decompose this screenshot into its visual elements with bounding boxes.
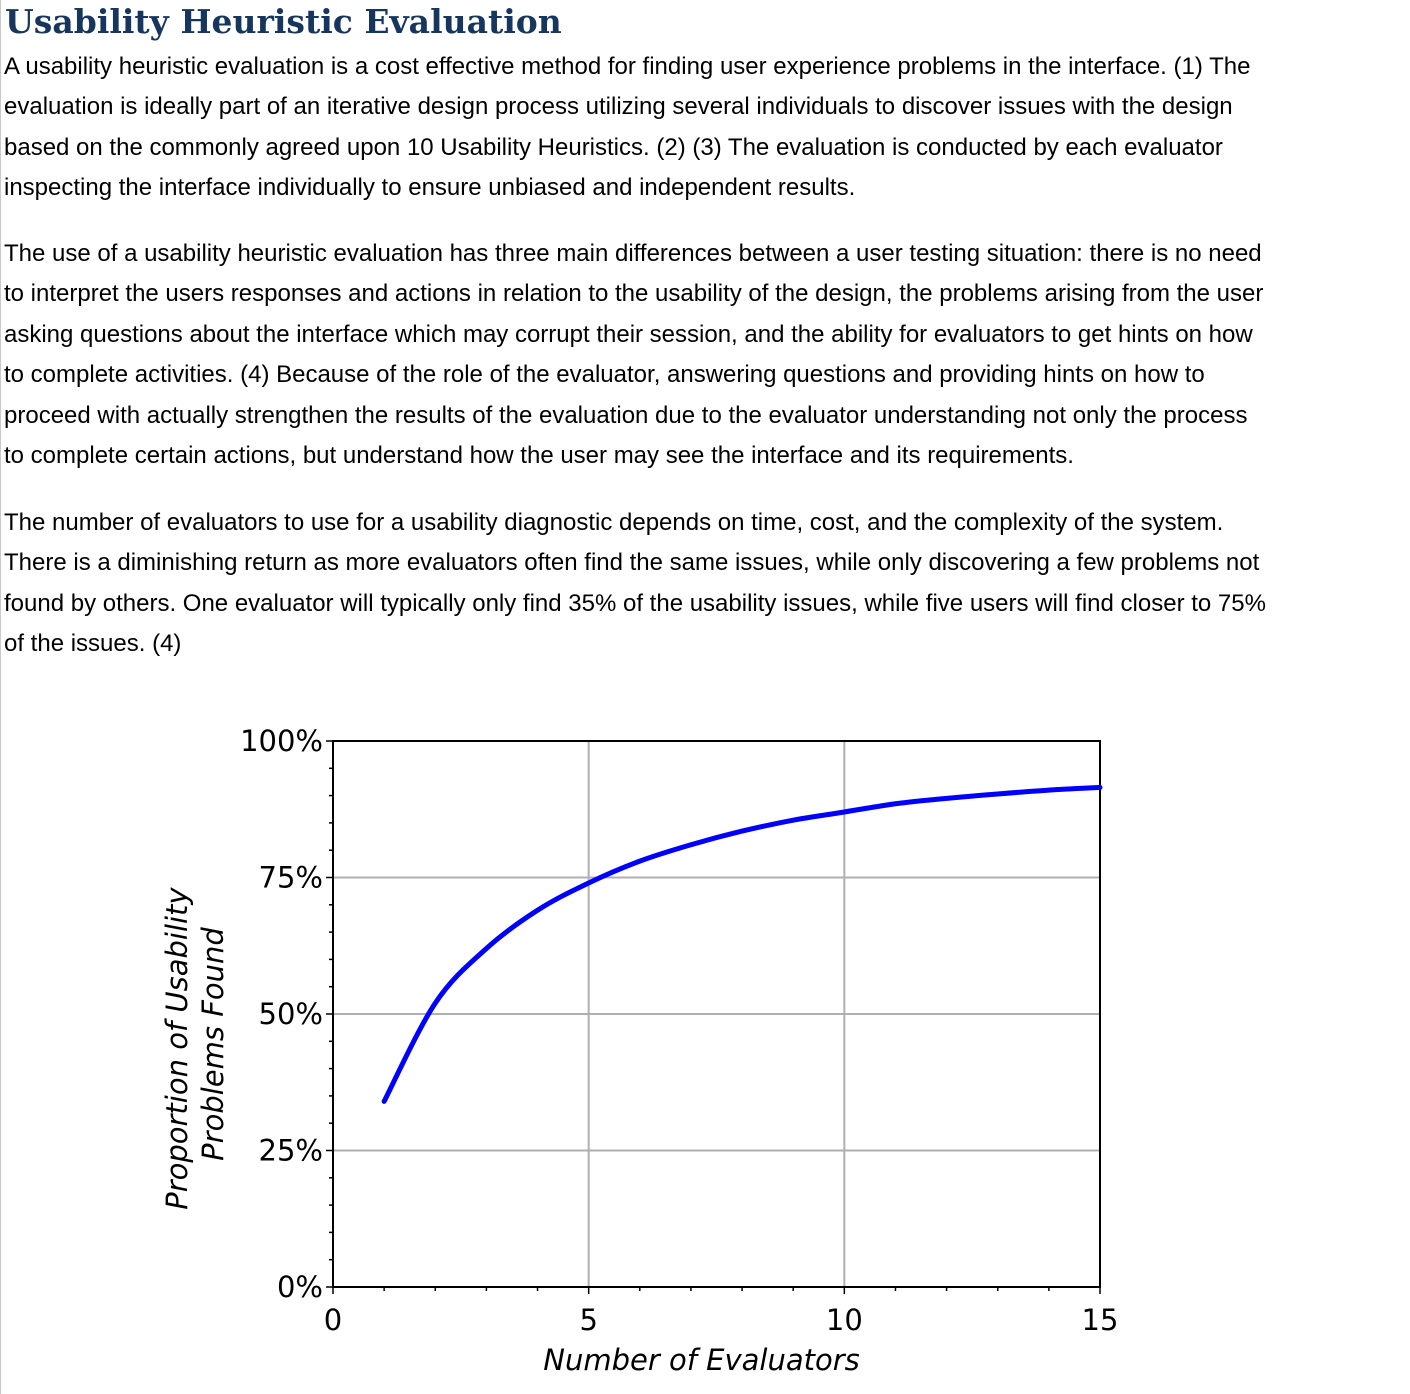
y-tick-label: 50% <box>258 997 323 1031</box>
chart-grid <box>333 741 1100 1287</box>
y-tick-label: 25% <box>258 1133 323 1168</box>
x-tick-label: 0 <box>323 1303 343 1337</box>
chart-tick-labels <box>240 724 1118 1337</box>
y-axis-title-line: Proportion of Usability <box>160 887 194 1210</box>
series-line <box>384 787 1100 1101</box>
x-tick-label: 15 <box>1081 1303 1119 1337</box>
x-tick-label: 5 <box>579 1303 598 1337</box>
paragraph-evaluator-count: The number of evaluators to use for a usability diagnostic depends on time, cost, and the complexity of the system. There is a diminishing return as more evaluators often find the same issues, while only discovering a few problems not found by others. One evaluator will typically only find 35% of the usability issues, while five users will find closer to 75% of the issues. (4) <box>4 509 1266 658</box>
y-axis-title-line: Problems Found <box>196 927 230 1161</box>
paragraph-differences: The use of a usability heuristic evaluation has three main differences between a user testing situation: there is no need to interpret the users responses and actions in relation to the usability of the design, the problems arising from the user asking questions about the interface which may corrupt their session, and the ability for evaluators to get hints on how to complete activities. (4) Because of the role of the evaluator, answering questions and providing hints on how to proceed with actually strengthen the results of the evaluation due to the evaluator understanding not only the process to complete certain actions, but understand how the user may see the interface and its requirements. <box>4 240 1264 470</box>
x-axis-title: Number of Evaluators <box>543 1343 860 1377</box>
chart-axes <box>326 741 1100 1294</box>
x-tick-label: 10 <box>825 1303 863 1337</box>
y-axis-title <box>160 878 230 1210</box>
y-tick-label: 75% <box>258 860 323 895</box>
y-tick-label: 0% <box>276 1270 323 1304</box>
chart-series <box>384 787 1100 1101</box>
y-tick-label: 100% <box>240 724 323 758</box>
paragraph-intro: A usability heuristic evaluation is a cost effective method for finding user experience problems in the interface. (1) The evaluation is ideally part of an iterative design process utilizing several individuals to discover issues with the design based on the commonly agreed upon 10 Usability Heuristics. (2) (3) The evaluation is conducted by each evaluator inspecting the interface individually to ensure unbiased and independent results. <box>4 53 1251 202</box>
evaluators-chart <box>0 700 1200 1390</box>
page-title: Usability Heuristic Evaluation <box>5 2 562 41</box>
